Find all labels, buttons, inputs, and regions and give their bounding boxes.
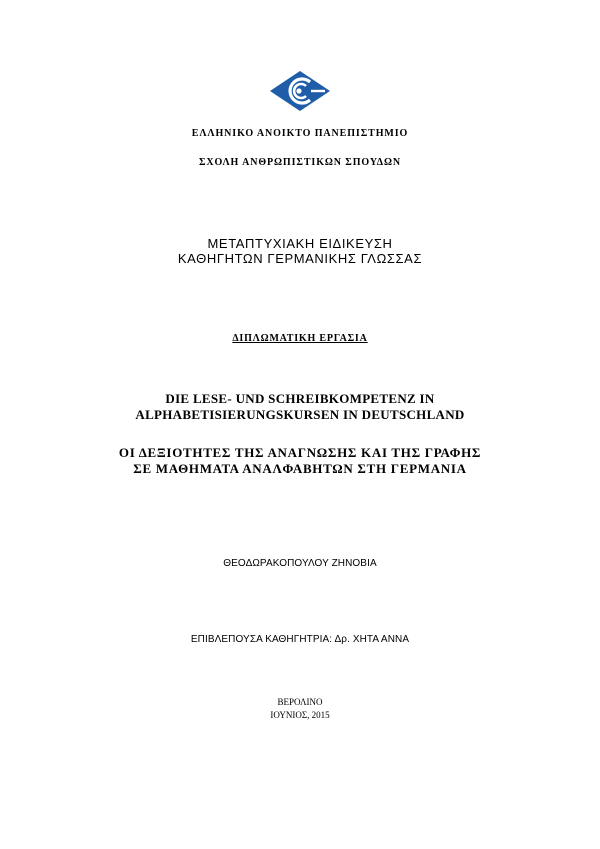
school-name: ΣΧΟΛΗ ΑΝΘΡΩΠΙΣΤΙΚΩΝ ΣΠΟΥΔΩΝ [198,157,401,168]
program-line-1: ΜΕΤΑΠΤΥΧΙΑΚΗ ΕΙΔΙΚΕΥΣΗ [207,236,393,251]
program-line-2: ΚΑΘΗΓΗΤΩΝ ΓΕΡΜΑΝΙΚΗΣ ΓΛΩΣΣΑΣ [177,251,423,266]
university-logo-icon [269,70,331,112]
title-greek-line-2: ΣΕ ΜΑΘΗΜΑΤΑ ΑΝΑΛΦΑΒΗΤΩΝ ΣΤΗ ΓΕΡΜΑΝΙΑ [133,461,467,476]
place: ΒΕΡΟΛΙΝΟ [277,697,323,707]
title-greek-line-1: ΟΙ ΔΕΞΙΟΤΗΤΕΣ ΤΗΣ ΑΝΑΓΝΩΣΗΣ ΚΑΙ ΤΗΣ ΓΡΑΦΗΣ [118,445,482,460]
title-german-line-1: DIE LESE- UND SCHREIBKOMPETENZ IN [165,391,435,406]
university-name: ΕΛΛΗΝΙΚΟ ΑΝΟΙΚΤΟ ΠΑΝΕΠΙΣΤΗΜΙΟ [191,128,409,139]
title-german-line-2: ALPHABETISIERUNGSKURSEN IN DEUTSCHLAND [135,407,465,422]
author-name: ΘΕΟΔΩΡΑΚΟΠΟΥΛΟΥ ΖΗΝΟΒΙΑ [223,558,377,569]
date: ΙΟΥΝΙΟΣ, 2015 [270,710,330,720]
document-type: ΔΙΠΛΩΜΑΤΙΚΗ ΕΡΓΑΣΙΑ [232,333,368,344]
supervisor: ΕΠΙΒΛΕΠΟΥΣΑ ΚΑΘΗΓΗΤΡΙΑ: Δρ. ΧΗΤΑ ΑΝΝΑ [190,634,410,645]
